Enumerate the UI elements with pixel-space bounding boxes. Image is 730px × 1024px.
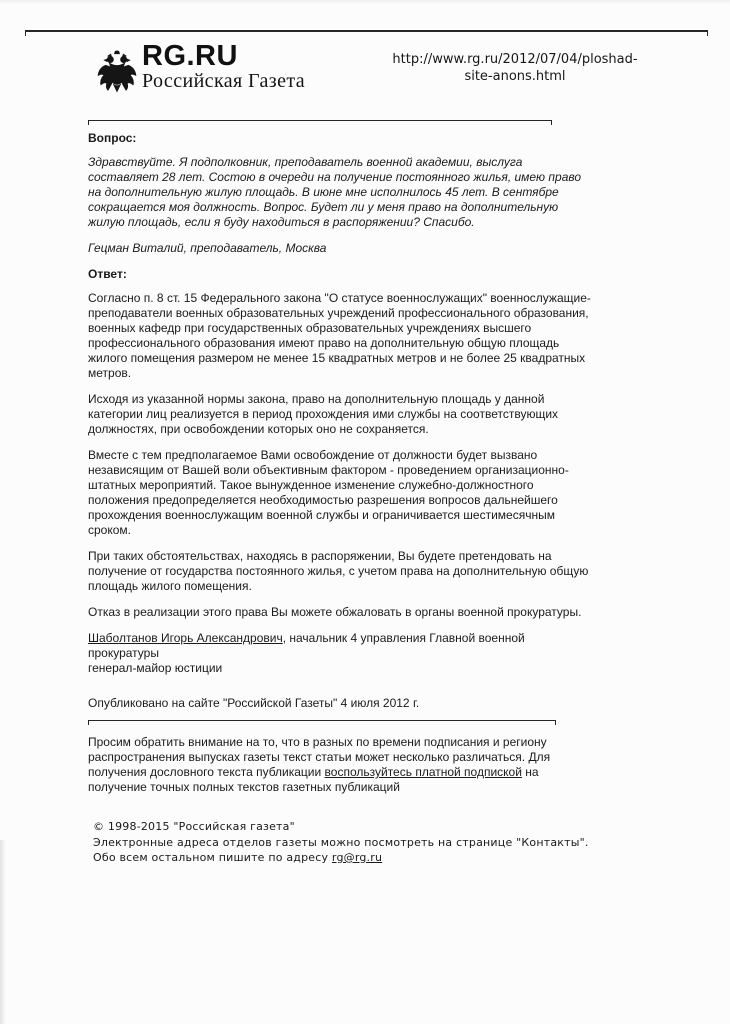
signature-role: , начальник 4 управления Главной военной прокуратуры xyxy=(88,631,525,660)
header xyxy=(97,42,657,100)
scan-edge-shade-left xyxy=(0,840,6,1024)
notice-text-before: Просим обратить внимание на то, что в разных по времени подписания и региону распространения выпусках газеты текст статьи может несколько различаться. Для получения дословного текста публикации xyxy=(88,735,551,779)
source-url-line1: http://www.rg.ru/2012/07/04/ploshad- xyxy=(392,52,638,67)
answer-paragraph-5: Отказ в реализации этого права Вы можете обжаловать в органы военной прокуратуры. xyxy=(88,605,582,619)
signature-rank: генерал-майор юстиции xyxy=(88,661,223,675)
copyright-line: © 1998-2015 "Российская газета" xyxy=(93,820,295,833)
answer-label: Ответ: xyxy=(88,267,127,281)
page-top-border-line xyxy=(25,30,708,36)
russian-coat-of-arms-icon xyxy=(97,49,137,94)
answer-paragraph-4: При таких обстоятельствах, находясь в распоряжении, Вы будете претендовать на получение от государства постоянного жилья, с учетом права на дополнительную общую площадь жилого помещения. xyxy=(88,549,589,593)
scan-edge-shade-top xyxy=(0,0,730,4)
notice-separator-line xyxy=(88,720,556,725)
email-link[interactable]: rg@rg.ru xyxy=(331,851,383,864)
answer-paragraph-2: Исходя из указанной нормы закона, право на дополнительную площадь у данной категории лиц реализуется в период прохождения ими службы на соответствующих должностях, при освобождении которых оно не сохраняется. xyxy=(88,392,559,436)
newspaper-name: Российская Газета xyxy=(142,70,306,92)
article-body xyxy=(88,131,593,795)
email-text-before: Обо всем остальном пишите по адресу xyxy=(93,851,332,864)
email-line xyxy=(93,850,653,866)
source-url-line2: site-anons.html xyxy=(464,69,566,84)
contacts-line: Электронные адреса отделов газеты можно посмотреть на странице "Контакты". xyxy=(93,835,589,849)
logo-text-block xyxy=(142,42,305,91)
question-label: Вопрос: xyxy=(88,131,137,145)
footer xyxy=(93,819,653,866)
source-url xyxy=(390,51,640,85)
subscription-notice xyxy=(88,735,588,795)
answer-paragraph-1: Согласно п. 8 ст. 15 Федерального закона "О статусе военнослужащих" военнослужащие-преподаватели военных образовательных учреждений профессионального образования, военных кафедр при государственных образовательных учреждениях высшего профессионального образования имеют право на дополнительную общую площадь жилого помещения размером не менее 15 квадратных метров и не более 25 квадратных метров. xyxy=(88,291,591,380)
question-text: Здравствуйте. Я подполковник, преподаватель военной академии, выслуга составляет 28 лет. Состою в очереди на получение постоянного жилья, имею право на дополнительную жилую площадь. В июне мне исполнилось 45 лет. В сентябре сокращается моя должность. Вопрос. Будет ли у меня право на дополнительную жилую площадь, если я буду находиться в распоряжении? Спасибо. xyxy=(88,155,582,229)
question-author: Гецман Виталий, преподаватель, Москва xyxy=(88,241,327,255)
signature-name: Шаболтанов Игорь Александрович xyxy=(88,631,283,645)
notice-text-after: на получение точных полных текстов газетных публикаций xyxy=(88,765,539,794)
paid-subscription-link[interactable]: воспользуйтесь платной подпиской xyxy=(324,765,522,779)
header-separator-line xyxy=(88,120,552,125)
site-brand: RG.RU xyxy=(142,40,238,72)
published-line: Опубликовано на сайте "Российской Газеты" 4 июля 2012 г. xyxy=(88,696,420,710)
answer-paragraph-3: Вместе с тем предполагаемое Вами освобождение от должности будет вызвано независящим от Вашей воли объективным фактором - проведением организационно-штатных мероприятий. Такое вынужденное изменение служебно-должностного положения предопределяется необходимостью разрешения вопросов дальнейшего прохождения военнослужащим военной службы и ограничивается шестимесячным сроком. xyxy=(88,448,569,537)
signature xyxy=(88,631,593,676)
